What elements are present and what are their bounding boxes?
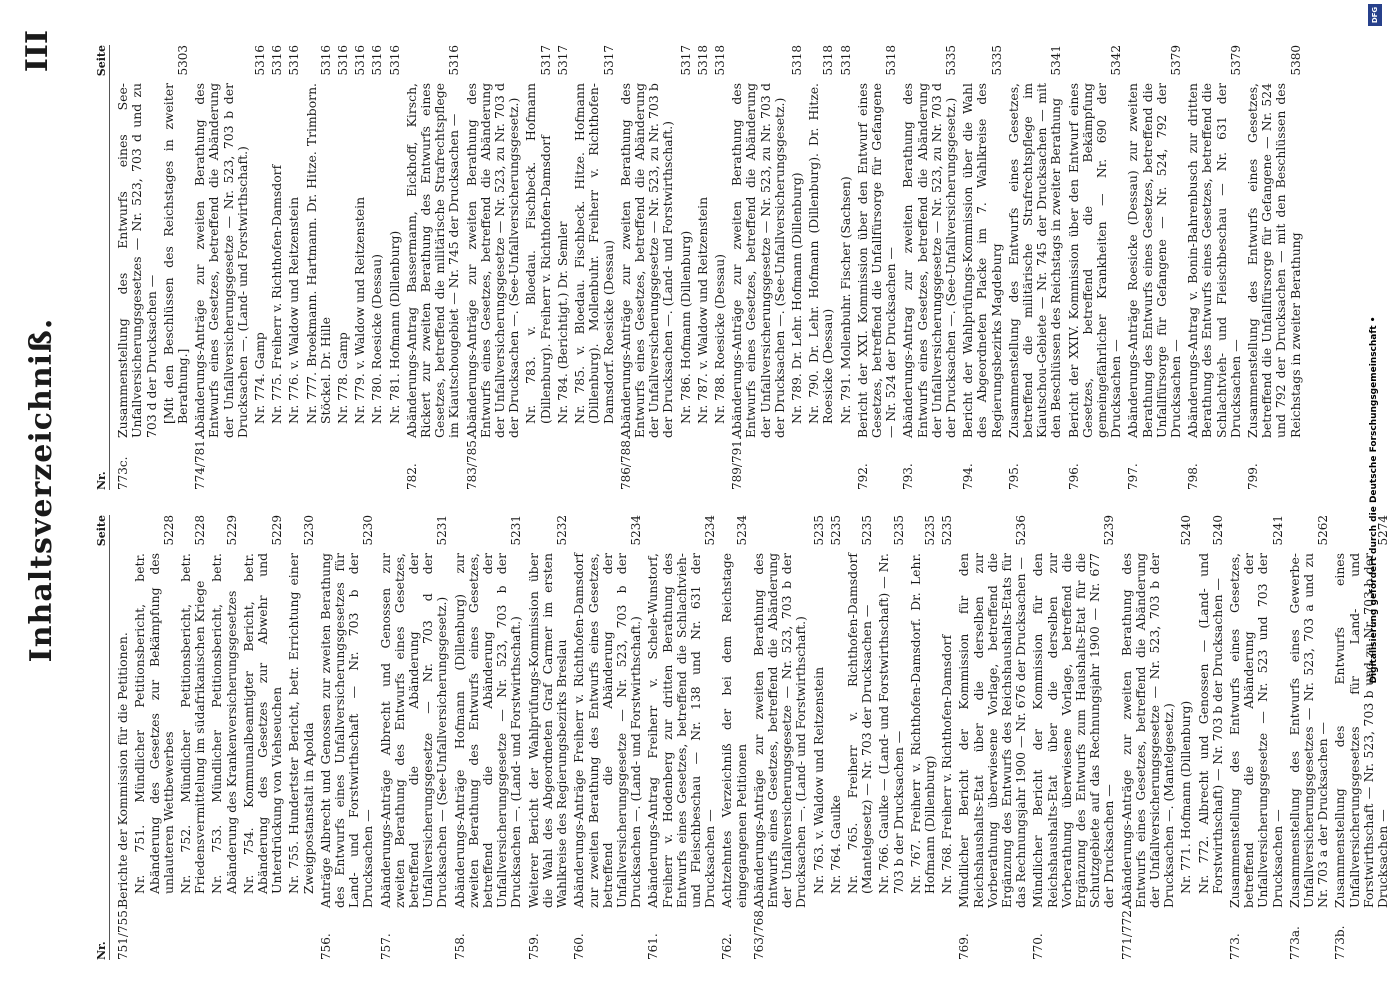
entry-page: 5341 xyxy=(1049,45,1064,76)
entry-page: 5316 xyxy=(336,45,351,76)
seite-header: Seite xyxy=(95,45,108,77)
entry-page: 5379 xyxy=(1169,45,1184,76)
entry-number: 797. xyxy=(1126,463,1141,490)
toc-entry xyxy=(405,45,462,490)
toc-entry xyxy=(646,515,717,960)
entry-text: Nr. 785. v. Bloedau. Fischbeck. Hitze. Hofmann (Dillenburg). Mollenbuhr. Freiherr v. Richthofen-Damsdorf. Roesicke (Dessau) xyxy=(572,83,616,424)
toc-entry xyxy=(1186,45,1243,490)
toc-entry xyxy=(388,45,402,490)
entry-text: Nr. 767. Freiherr v. Richthofen-Damsdorf. Dr. Lehr. Hofmann (Dillenburg) xyxy=(907,553,937,894)
entry-page: 5318 xyxy=(838,45,853,76)
entry-text: Nr. 776. v. Waldow und Reitzenstein xyxy=(286,196,302,424)
entry-text: Abänderungs-Anträge zur zweiten Berathung des Entwurfs eines Gesetzes, betreffend die Abänderung der Unfallversicherungsgesetze — Nr. 523, zu Nr. 703 d der Drucksachen —. (See-Unfallversicherungsgesetz.) xyxy=(729,83,787,438)
entry-page: 5229 xyxy=(270,515,285,546)
entry-number: 758. xyxy=(452,933,467,960)
entry-page: 5317 xyxy=(538,45,553,76)
toc-entry xyxy=(1067,45,1124,490)
entry-text: Zusammenstellung des Entwurfs eines Gesetzes, betreffend die Abänderung der Unfallversicherungsgesetze — Nr. 523 und 703 der Drucksachen — xyxy=(1227,553,1285,908)
entry-number: 773. xyxy=(1228,933,1243,960)
entry-page: 5318 xyxy=(712,45,727,76)
toc-entry xyxy=(1126,45,1183,490)
entry-page: 5316 xyxy=(253,45,268,76)
entry-page: 5240 xyxy=(1179,515,1194,546)
entry-page: 5235 xyxy=(940,515,955,546)
entry-number: 774/781. xyxy=(193,436,208,490)
entry-page: 5316 xyxy=(447,45,462,76)
toc-entry xyxy=(752,515,809,960)
toc-entry xyxy=(572,515,643,960)
entry-text: Abänderungs-Antrag v. Bonin-Bahrenbusch zur dritten Berathung des Entwurfs eines Gesetzes, betreffend die Schlachtvieh- und Fleischbeschau — Nr. 631 der Drucksachen — xyxy=(1185,83,1243,438)
toc-entry xyxy=(1007,45,1064,490)
nr-header: Nr. xyxy=(95,471,108,490)
entry-text: Nr. 775. Freiherr v. Richthofen-Damsdorf xyxy=(269,164,285,424)
entry-text: Mündlicher Bericht der Kommission für den Reichshaushalts-Etat über die derselben zur Vorberathung überwiesene Vorlage, betreffend die Ergänzung des Entwurfs zum Haushalts-Etat für die Schutzgebiete auf das Rechnungsjahr 1900 — Nr. 677 der Drucksachen — xyxy=(1030,553,1117,908)
entry-text: Nr. 788. Roesicke (Dessau) xyxy=(711,254,727,424)
entry-number: 763/768. xyxy=(751,906,766,960)
toc-entry xyxy=(379,515,450,960)
entry-text: Nr. 774. Gamp xyxy=(252,332,268,424)
toc-entry xyxy=(1288,515,1331,960)
entry-text: Abänderungs-Anträge zur zweiten Berathung des Entwurfs eines Gesetzes, betreffend die Abänderung der Unfallversicherungsgesetze — Nr. 523, 703 b der Drucksachen —. (Land- und Forstwirthschaft.) xyxy=(192,83,250,438)
entry-number: 799. xyxy=(1246,463,1261,490)
entry-page: 5231 xyxy=(509,515,524,546)
left-entries xyxy=(116,515,1390,960)
toc-entry xyxy=(901,45,958,490)
entry-text: Nr. 752. Mündlicher Petitionsbericht, betr. Friedensvermittelung im südafrikanischen Kriege xyxy=(178,553,208,894)
toc-entry xyxy=(1031,515,1116,960)
page-number: III xyxy=(20,30,55,73)
entry-text: Abänderungs-Anträge Roesicke (Dessau) zur zweiten Berathung des Entwurfs eines Gesetzes, betreffend die Unfallfürsorge für Gefangene — Nr. 524, 792 der Drucksachen — xyxy=(1125,83,1184,438)
toc-entry xyxy=(162,45,190,490)
entry-text: Nr. 772. Albrecht und Genossen — (Land- und Forstwirthschaft) — Nr. 703 b der Drucksachen — xyxy=(1195,553,1225,894)
entry-text: Nr. 784. (Berichtigt.) Dr. Semler xyxy=(554,221,570,424)
seite-header: Seite xyxy=(95,515,108,547)
toc-entry xyxy=(133,515,176,960)
entry-page: 5318 xyxy=(821,45,836,76)
entry-text: [Mit den Beschlüssen des Reichstages in zweiter Berathung.] xyxy=(160,83,191,424)
entry-text: Nr. 751. Mündlicher Petitionsbericht, betr. Abänderung des Gesetzes zur Bekämpfung des unlauteren Wettbewerbes xyxy=(132,553,176,894)
entry-page: 5229 xyxy=(224,515,239,546)
entry-text: Nr. 753. Mündlicher Petitionsbericht, betr. Abänderung des Krankenversicherungsgesetzes xyxy=(209,553,239,894)
entry-number: 794. xyxy=(961,463,976,490)
entry-text: Abänderungs-Antrag Bassermann, Eickhoff, Kirsch, Rickert zur zweiten Berathung des Entwurfs eines Gesetzes, betreffend die militärische Strafrechtspflege im Kiautschougebiet — Nr. 745 der Drucksachen — xyxy=(403,83,462,438)
toc-entry xyxy=(1333,515,1390,960)
entry-text: Nr. 755. Hundertster Bericht, betr. Errichtung einer Zweigpostanstalt in Apolda xyxy=(286,553,316,894)
toc-entry xyxy=(790,45,804,490)
entry-text: Zusammenstellung des Entwurfs eines See-Unfallversicherungsgesetzes — Nr. 523, 703 d und zu 703 d der Drucksachen — xyxy=(115,83,159,438)
entry-text: Zusammenstellung des Entwurfs eines Gesetzes, betreffend die militärische Strafrechtspflege im Kiautschou-Gebiete — Nr. 745 der Drucksachen — mit den Beschlüssen des Reichstags in zweiter Berathung xyxy=(1005,83,1064,438)
toc-entry xyxy=(679,45,693,490)
entry-number: 782. xyxy=(404,463,419,490)
entry-page: 5317 xyxy=(601,45,616,76)
entry-text: Berichte der Kommission für die Petitionen. xyxy=(115,632,131,908)
entry-page: 5239 xyxy=(1102,515,1117,546)
entry-page: 5235 xyxy=(828,515,843,546)
entry-page: 5318 xyxy=(695,45,710,76)
entry-page: 5316 xyxy=(270,45,285,76)
toc-entry xyxy=(856,45,899,490)
left-column-header xyxy=(95,515,110,960)
toc-entry xyxy=(556,45,570,490)
entry-text: Nr. 754. Kommunalbeamtigter Bericht, betr. Abänderung des Gesetzes zur Abwehr und Unterdrückung von Viehseuchen xyxy=(240,553,285,894)
toc-entry xyxy=(336,45,350,490)
entry-page: 5228 xyxy=(193,515,208,546)
entry-text: Nr. 786. Hofmann (Dillenburg) xyxy=(677,230,693,424)
toc-entry xyxy=(270,45,284,490)
entry-text: Zusammenstellung des Entwurfs eines Gesetzes, betreffend die Unfallfürsorge für Gefangene — Nr. 524 und 792 der Drucksachen — mit den Beschlüssen des Reichstags in zweiter Berathung xyxy=(1245,83,1303,438)
entry-number: 796. xyxy=(1066,463,1081,490)
entry-page: 5230 xyxy=(361,515,376,546)
entry-text: Abänderungs-Anträge Albrecht und Genossen zur zweiten Berathung des Entwurfs eines Gesetzes, betreffend die Abänderung der Unfallversicherungsgesetze — Nr. 703 d der Drucksachen — (See-Unfallversicherungsgesetz.) xyxy=(377,553,450,908)
entry-number: 756. xyxy=(318,933,333,960)
entry-number: 761. xyxy=(646,933,661,960)
entry-number: 795. xyxy=(1006,463,1021,490)
toc-entry xyxy=(527,515,570,960)
entry-text: Nr. 789. Dr. Lehr. Hofmann (Dillenburg) xyxy=(788,172,804,424)
toc-entry xyxy=(909,515,937,960)
entry-text: Nr. 779. v. Waldow und Reitzenstein xyxy=(352,196,368,424)
toc-entry xyxy=(839,45,853,490)
entry-text: Mündlicher Bericht der Kommission für den Reichshaushalts-Etat über die derselben zur Vorberathung überwiesene Vorlage, betreffend die Ergänzung des Entwurfs des Reichshaushalts-Etats für das Rechnungsjahr 1900 — Nr. 676 der Drucksachen — xyxy=(956,553,1029,908)
entry-page: 5318 xyxy=(789,45,804,76)
entry-page: 5231 xyxy=(435,515,450,546)
entry-number: 762. xyxy=(720,933,735,960)
entry-number: 773a. xyxy=(1287,926,1302,960)
entry-text: Achtzehntes Verzeichniß der bei dem Reichstage eingegangenen Petitionen xyxy=(719,553,749,908)
toc-entry xyxy=(242,515,285,960)
toc-entry xyxy=(305,45,333,490)
entry-number: 759. xyxy=(526,933,541,960)
entry-number: 769. xyxy=(957,933,972,960)
entry-page: 5234 xyxy=(734,515,749,546)
toc-entry xyxy=(210,515,238,960)
entry-page: 5380 xyxy=(1288,45,1303,76)
right-column xyxy=(95,45,1325,490)
toc-entry xyxy=(1179,515,1193,960)
entry-text: Bericht der Wahlprüfungs-Kommission über die Wahl des Abgeordneten Placke im 7. Wahlkreise des Regierungsbezirks Magdeburg xyxy=(960,83,1004,438)
entry-text: Nr. 790. Dr. Lehr. Hofmann (Dillenburg). Dr. Hitze. Roesicke (Dessau) xyxy=(806,83,836,424)
entry-text: Nr. 791. Mollenbuhr. Fischer (Sachsen) xyxy=(837,176,853,424)
entry-number: 770. xyxy=(1031,933,1046,960)
entry-number: 783/785. xyxy=(464,436,479,490)
entry-text: Bericht der XXIV. Kommission über den Entwurf eines Gesetzes, betreffend die Bekämpfung gemeingefährlicher Krankheiten — Nr. 690 der Drucksachen — xyxy=(1065,83,1124,438)
entry-page: 5274 xyxy=(1376,515,1390,546)
entry-page: 5335 xyxy=(989,45,1004,76)
toc-entry xyxy=(253,45,267,490)
entry-number: 773c. xyxy=(116,456,131,490)
entry-text: Abänderungs-Anträge zur zweiten Berathung des Entwurfs eines Gesetzes, betreffend die Abänderung der Unfallversicherungsgesetze — Nr. 523, 703 b der Drucksachen —. (Land- und Forstwirthschaft.) xyxy=(750,553,809,908)
entry-text: Abänderungs-Anträge zur zweiten Berathung des Entwurfs eines Gesetzes, betreffend die Abänderung der Unfallversicherungsgesetze — Nr. 523, 703 b der Drucksachen —. (Mantelgesetz.) xyxy=(1118,553,1177,908)
entry-number: 793. xyxy=(901,463,916,490)
entry-text: Nr. 787. v. Waldow und Reitzenstein xyxy=(694,196,710,424)
toc-entry xyxy=(829,515,843,960)
entry-text: Nr. 777. Broekmann. Hartmann. Dr. Hitze. Trimborn. Stöckel. Dr. Hille xyxy=(303,83,333,424)
entry-page: 5235 xyxy=(891,515,906,546)
toc-entry xyxy=(940,515,954,960)
entry-text: Nr. 783. v. Bloedau. Fischbeck. Hofmann (Dillenburg). Freiherr v. Richthofen-Damsdorf xyxy=(523,83,553,424)
entry-page: 5316 xyxy=(387,45,402,76)
entry-page: 5317 xyxy=(555,45,570,76)
toc-entry xyxy=(453,515,524,960)
entry-number: 773b. xyxy=(1333,925,1348,960)
entry-page: 5234 xyxy=(629,515,644,546)
entry-text: Zusammenstellung des Entwurfs eines Gewerbe-Unfallversicherungsgesetzes — Nr. 523, 703 a und zu Nr. 703 a der Drucksachen — xyxy=(1286,553,1331,908)
entry-text: Nr. 781. Hofmann (Dillenburg) xyxy=(386,230,402,424)
toc-entry xyxy=(696,45,710,490)
entry-page: 5318 xyxy=(884,45,899,76)
toc-entry xyxy=(287,515,315,960)
toc-entry xyxy=(287,45,301,490)
toc-entry xyxy=(465,45,522,490)
page-header xyxy=(10,20,80,960)
entry-text: Nr. 766. Gaulke — (Land- und Forstwirthschaft) — Nr. 703 b der Drucksachen — xyxy=(876,553,906,894)
entry-text: Bericht der XXI. Kommission über den Entwurf eines Gesetzes, betreffend die Unfallfürsorge für Gefangene — Nr. 524 der Drucksachen — xyxy=(854,83,899,438)
entry-page: 5335 xyxy=(943,45,958,76)
entry-number: 751/755. xyxy=(116,906,131,960)
entry-page: 5235 xyxy=(811,515,826,546)
toc-entry xyxy=(1246,45,1303,490)
entry-number: 786/788. xyxy=(618,436,633,490)
entry-page: 5262 xyxy=(1316,515,1331,546)
entry-page: 5236 xyxy=(1014,515,1029,546)
right-entries xyxy=(116,45,1303,490)
toc-entry xyxy=(370,45,384,490)
left-column xyxy=(95,515,1390,960)
toc-entry xyxy=(524,45,552,490)
entry-text: Abänderungs-Anträge Hofmann (Dillenburg) zur zweiten Berathung des Entwurfs eines Gesetzes, betreffend die Abänderung der Unfallversicherungsgesetze — Nr. 523, 703 b der Drucksachen —. (Land- und Forstwirthschaft.) xyxy=(451,553,524,908)
entry-number: 760. xyxy=(572,933,587,960)
toc-entry xyxy=(179,515,207,960)
entry-page: 5303 xyxy=(176,45,191,76)
entry-page: 5342 xyxy=(1109,45,1124,76)
entry-text: Anträge Albrecht und Genossen zur zweiten Berathung des Entwurfs eines Unfallversicherungsgesetzes für Land- und Forstwirthschaft — Nr. 703 b der Drucksachen — xyxy=(317,553,376,908)
entry-page: 5316 xyxy=(287,45,302,76)
entry-page: 5234 xyxy=(703,515,718,546)
entry-text: Nr. 764. Gaulke xyxy=(827,795,843,894)
entry-page: 5241 xyxy=(1270,515,1285,546)
entry-page: 5379 xyxy=(1228,45,1243,76)
dfg-logo: DFG xyxy=(1368,4,1382,26)
entry-page: 5230 xyxy=(301,515,316,546)
credit-text: Digitalisierung gefördert durch die Deutsche Forschungsgemeinschaft • xyxy=(1369,316,1379,684)
toc-entry xyxy=(116,45,159,490)
entry-text: Nr. 780. Roesicke (Dessau) xyxy=(369,254,385,424)
entry-text: Abänderungs-Antrag Freiherr v. Schele-Wunstorf, Freiherr v. Hodenberg zur dritten Berathung des Entwurfs eines Gesetzes, betreffend die Schlachtvieh- und Fleischbeschau — Nr. 138 und Nr. 631 der Drucksachen — xyxy=(645,553,718,908)
toc-entry xyxy=(1120,515,1177,960)
entry-text: Weiterer Bericht der Wahlprüfungs-Kommission über die Wahl des Abgeordneten Graf Carmer im ersten Wahlkreise des Regierungsbezirks Breslau xyxy=(525,553,570,908)
digitization-credit xyxy=(1367,30,1381,970)
toc-entry xyxy=(877,515,905,960)
toc-entry xyxy=(812,515,826,960)
entry-text: Abänderungs-Anträge zur zweiten Berathung des Entwurfs eines Gesetzes, betreffend die Abänderung der Unfallversicherungsgesetze — Nr. 523, zu Nr. 703 d der Drucksachen —. (See-Unfallversicherungsgesetz.) xyxy=(463,83,522,438)
entry-number: 771/772. xyxy=(1119,906,1134,960)
entry-page: 5235 xyxy=(860,515,875,546)
entry-number: 798. xyxy=(1186,463,1201,490)
toc-entry xyxy=(846,515,874,960)
entry-number: 757. xyxy=(378,933,393,960)
entry-text: Zusammenstellung des Entwurfs eines Unfallversicherungsgesetzes für Land- und Forstwirthschaft — Nr. 523, 703 b und zu Nr. 703 b der Drucksachen — xyxy=(1332,553,1390,908)
entry-text: Nr. 763. v. Waldow und Reitzenstein xyxy=(810,666,826,894)
toc-entry xyxy=(1197,515,1225,960)
nr-header: Nr. xyxy=(95,941,108,960)
toc-entry xyxy=(957,515,1028,960)
entry-text: Nr. 768. Freiherr v. Richthofen-Damsdorf xyxy=(939,634,955,894)
page-title: Inhaltsverzeichniß. xyxy=(24,317,59,663)
toc-entry xyxy=(619,45,676,490)
entry-page: 5232 xyxy=(555,515,570,546)
entry-number: 789/791. xyxy=(730,436,745,490)
toc-entry xyxy=(730,45,787,490)
entry-text: Abänderungs-Antrag zur zweiten Berathung des Entwurfs eines Gesetzes, betreffend die Abänderung der Unfallversicherungsgesetze — Nr. 523, zu Nr. 703 d der Drucksachen —. (See-Unfallversicherungsgesetz.) xyxy=(900,83,958,438)
entry-page: 5316 xyxy=(353,45,368,76)
entry-text: Nr. 771. Hofmann (Dillenburg) xyxy=(1178,700,1194,894)
toc-entry xyxy=(353,45,367,490)
toc-entry xyxy=(1228,515,1285,960)
right-column-header xyxy=(95,45,110,490)
toc-entry xyxy=(713,45,727,490)
toc-entry xyxy=(720,515,748,960)
toc-entry xyxy=(961,45,1004,490)
entry-page: 5316 xyxy=(370,45,385,76)
entry-page: 5235 xyxy=(922,515,937,546)
entry-page: 5228 xyxy=(161,515,176,546)
entry-page: 5317 xyxy=(678,45,693,76)
entry-page: 5240 xyxy=(1210,515,1225,546)
toc-entry xyxy=(807,45,835,490)
entry-page: 5316 xyxy=(318,45,333,76)
toc-entry xyxy=(193,45,250,490)
entry-text: Abänderungs-Anträge zur zweiten Berathung des Entwurfs eines Gesetzes, betreffend die Abänderung der Unfallversicherungsgesetze — Nr. 523, zu Nr. 703 b der Drucksachen —. (Land- und Forstwirthschaft.) xyxy=(617,83,676,438)
toc-entry xyxy=(116,515,130,960)
entry-number: 792. xyxy=(855,463,870,490)
toc-entry xyxy=(573,45,616,490)
entry-text: Nr. 765. Freiherr v. Richthofen-Damsdorf (Mantelgesetz) — Nr. 703 der Drucksachen — xyxy=(844,553,875,894)
entry-text: Nr. 778. Gamp xyxy=(335,332,351,424)
toc-entry xyxy=(319,515,376,960)
entry-text: Abänderungs-Anträge Freiherr v. Richthofen-Damsdorf zur zweiten Berathung des Entwurfs eines Gesetzes, betreffend die Abänderung der Unfallversicherungsgesetze — Nr. 523, 703 b der Drucksachen —. (Land- und Forstwirthschaft.) xyxy=(571,553,644,908)
